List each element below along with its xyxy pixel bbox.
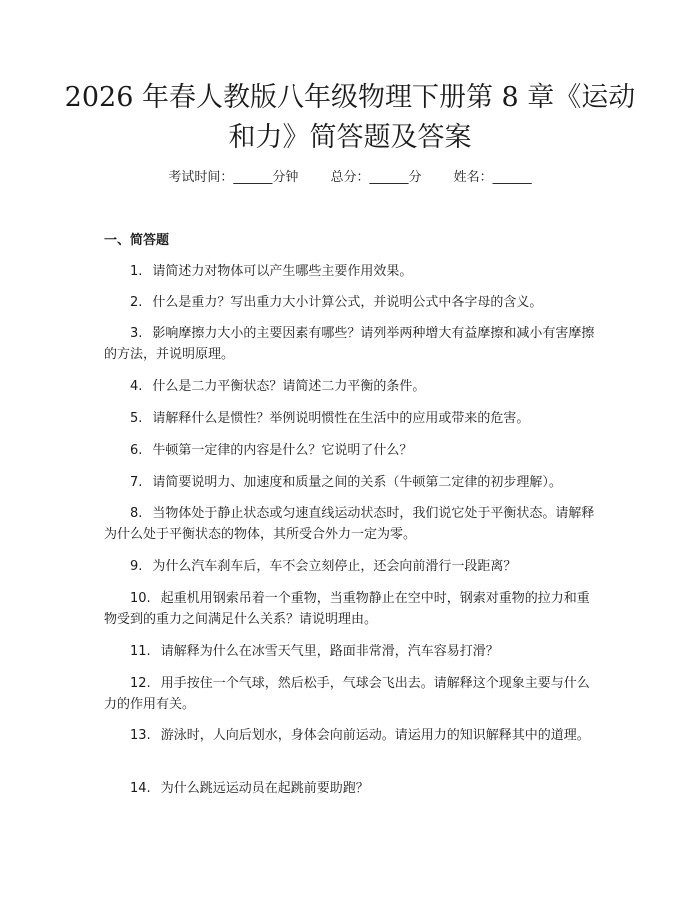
- question-text: 用手按住一个气球，然后松手，气球会飞出去。请解释这个现象主要与什么力的作用有关。: [104, 676, 590, 712]
- question-text: 请解释为什么在冰雪天气里，路面非常滑，汽车容易打滑？: [160, 644, 499, 659]
- question-number: 12.: [130, 676, 151, 691]
- question-number: 1.: [130, 264, 143, 279]
- question-text: 影响摩擦力大小的主要因素有哪些？请列举两种增大有益摩擦和减小有害摩擦的方法，并说明原理。: [104, 326, 595, 362]
- total-score: 总分：______分: [330, 170, 422, 185]
- question-text: 请简述力对物体可以产生哪些主要作用效果。: [152, 264, 413, 279]
- question-text: 什么是重力？写出重力大小计算公式，并说明公式中各字母的含义。: [152, 295, 543, 310]
- question-text: 为什么跳远运动员在起跳前要助跑？: [160, 781, 369, 796]
- question-text: 游泳时，人向后划水，身体会向前运动。请运用力的知识解释其中的道理。: [160, 728, 590, 743]
- question-number: 3.: [130, 326, 143, 341]
- question-number: 13.: [130, 728, 151, 743]
- student-name: 姓名：______: [453, 170, 532, 185]
- question-text: 请简要说明力、加速度和质量之间的关系（牛顿第二定律的初步理解）。: [152, 475, 562, 490]
- question-text: 请解释什么是惯性？举例说明惯性在生活中的应用或带来的危害。: [152, 411, 530, 426]
- exam-info: [0, 168, 700, 188]
- question-7: [104, 472, 600, 493]
- question-3: [104, 323, 600, 365]
- question-1: [104, 261, 600, 282]
- question-2: [104, 292, 600, 313]
- question-number: 2.: [130, 295, 143, 310]
- question-text: 当物体处于静止状态或匀速直线运动状态时，我们说它处于平衡状态。请解释为什么处于平衡状态的物体，其所受合外力一定为零。: [104, 506, 595, 542]
- question-8: [104, 503, 600, 545]
- question-number: 8.: [130, 506, 143, 521]
- question-number: 4.: [130, 379, 143, 394]
- document-title: 2026 年春人教版八年级物理下册第 8 章《运动和力》简答题及答案: [64, 82, 636, 153]
- question-12: [104, 673, 600, 715]
- question-13: [104, 725, 600, 746]
- question-number: 11.: [130, 644, 151, 659]
- question-number: 6.: [130, 443, 143, 458]
- question-number: 10.: [130, 591, 151, 606]
- question-9: [104, 556, 600, 577]
- question-number: 14.: [130, 781, 151, 796]
- question-11: [104, 641, 600, 662]
- question-number: 5.: [130, 411, 143, 426]
- question-text: 牛顿第一定律的内容是什么？它说明了什么？: [152, 443, 413, 458]
- question-text: 什么是二力平衡状态？请简述二力平衡的条件。: [152, 379, 426, 394]
- question-6: [104, 440, 600, 461]
- question-number: 9.: [130, 559, 143, 574]
- question-14: [104, 778, 600, 799]
- question-4: [104, 376, 600, 397]
- exam-time: 考试时间：______分钟: [168, 170, 299, 185]
- question-text: 为什么汽车刹车后，车不会立刻停止，还会向前滑行一段距离？: [152, 559, 517, 574]
- question-5: [104, 408, 600, 429]
- question-10: [104, 588, 600, 630]
- question-number: 7.: [130, 475, 143, 490]
- question-text: 起重机用钢索吊着一个重物，当重物静止在空中时，钢索对重物的拉力和重物受到的重力之间满足什么关系？请说明理由。: [104, 591, 590, 627]
- section-heading: 一、简答题: [104, 233, 170, 248]
